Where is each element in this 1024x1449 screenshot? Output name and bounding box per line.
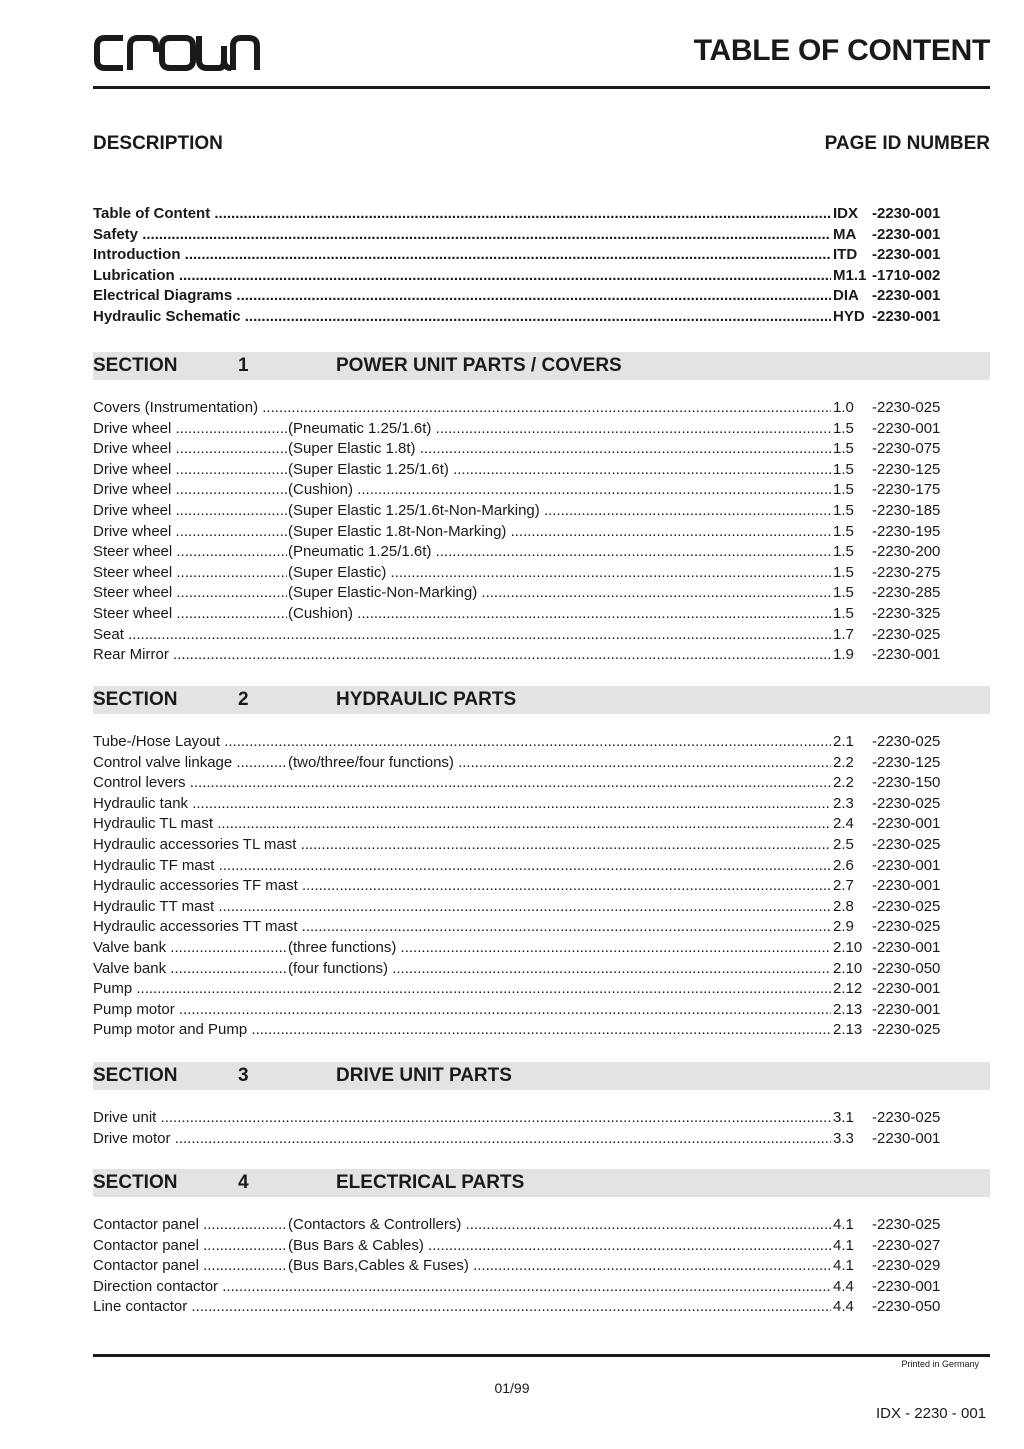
toc-row [93,645,990,666]
toc-ref: 2.2 [833,753,854,771]
toc-id: -2230-001 [872,815,941,833]
toc-ref: 1.5 [833,563,854,581]
toc-id: -2230-001 [872,307,941,325]
toc-label: Table of Content ..... [93,204,831,225]
toc-ref: 2.6 [833,856,854,874]
toc-label: Drive wheel ..... [93,522,287,543]
toc-label: Rear Mirror ..... [93,645,831,666]
toc-ref: 2.3 [833,794,854,812]
toc-id: -2230-325 [872,604,941,622]
toc-row [93,794,990,815]
toc-ref: IDX [833,205,859,222]
toc-variant: (two/three/four functions) ..... [288,753,831,774]
section-list [93,732,990,1041]
toc-row [93,625,990,646]
toc-label: Valve bank ..... [93,959,287,980]
toc-id: -2230-001 [872,1129,941,1147]
toc-label: Drive wheel ..... [93,419,287,440]
toc-ref: 2.4 [833,815,854,833]
toc-label: Hydraulic accessories TT mast ..... [93,917,831,938]
section-list [93,1215,990,1318]
toc-id: -2230-001 [872,980,941,998]
toc-row [93,266,990,287]
toc-label: Hydraulic TL mast ..... [93,814,831,835]
toc-ref: 2.7 [833,877,854,895]
toc-label: Electrical Diagrams ..... [93,286,831,307]
section-label: SECTION [93,689,178,710]
section-number: 3 [238,1065,249,1086]
toc-id: -2230-001 [872,646,941,664]
toc-row [93,1108,990,1129]
page-header [93,30,990,89]
toc-row [93,917,990,938]
toc-label: Hydraulic TF mast ..... [93,856,831,877]
section-label: SECTION [93,1172,178,1193]
toc-id: -2230-025 [872,794,941,812]
toc-row [93,856,990,877]
section-header [93,352,990,380]
toc-row [93,204,990,225]
page-id: IDX - 2230 - 001 [875,1405,986,1422]
toc-id: -2230-001 [872,205,941,222]
toc-id: -2230-125 [872,460,941,478]
toc-label: Steer wheel ..... [93,542,287,563]
section-header [93,1062,990,1090]
toc-ref: 2.13 [833,1000,863,1018]
toc-id: -2230-025 [872,897,941,915]
toc-label: Hydraulic tank ..... [93,794,831,815]
toc-row [93,979,990,1000]
toc-ref: 3.3 [833,1129,854,1147]
toc-row [93,876,990,897]
toc-row [93,225,990,246]
toc-row [93,286,990,307]
toc-row [93,1256,990,1277]
toc-row [93,542,990,563]
toc-id: -2230-150 [872,774,941,792]
toc-id: -2230-025 [872,1021,941,1039]
toc-id: -2230-027 [872,1236,941,1254]
toc-ref: 1.5 [833,440,854,458]
toc-row [93,814,990,835]
toc-variant: (Pneumatic 1.25/1.6t) ..... [288,419,831,440]
toc-variant: (Cushion) ..... [288,480,831,501]
toc-label: Hydraulic accessories TL mast ..... [93,835,831,856]
toc-id: -2230-075 [872,440,941,458]
toc-ref: 2.12 [833,980,863,998]
toc-label: Control valve linkage ..... [93,753,287,774]
toc-label: Drive motor ..... [93,1129,831,1150]
toc-label: Steer wheel ..... [93,583,287,604]
toc-row [93,604,990,625]
toc-label: Seat ..... [93,625,831,646]
toc-row [93,583,990,604]
footer-rule [93,1354,990,1357]
toc-ref: ITD [833,246,858,264]
toc-label: Drive wheel ..... [93,439,287,460]
toc-label: Direction contactor ..... [93,1277,831,1298]
toc-ref: 4.4 [833,1298,854,1316]
toc-label: Hydraulic accessories TF mast ..... [93,876,831,897]
toc-ref: 2.8 [833,897,854,915]
toc-row [93,480,990,501]
toc-ref: 1.5 [833,501,854,519]
toc-ref: 1.5 [833,604,854,622]
toc-label: Lubrication ..... [93,266,831,287]
toc-row [93,835,990,856]
page-date: 01/99 [494,1380,530,1396]
toc-id: -1710-002 [872,266,941,284]
toc-ref: 2.13 [833,1021,863,1039]
toc-id: -2230-025 [872,733,941,750]
toc-id: -2230-185 [872,501,941,519]
toc-variant: (Super Elastic 1.25/1.6t) ..... [288,460,831,481]
toc-variant: (Super Elastic 1.25/1.6t-Non-Marking) ..... [288,501,831,522]
toc-id: -2230-285 [872,584,941,602]
section-number: 1 [238,355,249,376]
toc-label: Control levers ..... [93,773,831,794]
section-header [93,686,990,714]
section-label: SECTION [93,1065,178,1086]
column-headings [93,133,990,157]
toc-id: -2230-001 [872,856,941,874]
toc-row [93,1020,990,1041]
toc-variant: (Super Elastic-Non-Marking) ..... [288,583,831,604]
toc-ref: 1.5 [833,543,854,561]
toc-row [93,897,990,918]
toc-variant: (Bus Bars,Cables & Fuses) ..... [288,1256,831,1277]
toc-row [93,460,990,481]
toc-ref: 1.5 [833,460,854,478]
toc-row [93,773,990,794]
toc-id: -2230-025 [872,1109,941,1126]
toc-row [93,1236,990,1257]
section-title: POWER UNIT PARTS / COVERS [336,355,622,376]
toc-ref: 3.1 [833,1109,854,1126]
toc-label: Drive unit ..... [93,1108,831,1129]
toc-label: Hydraulic Schematic ..... [93,307,831,328]
page-title: TABLE OF CONTENT [693,34,990,67]
toc-id: -2230-025 [872,625,941,643]
toc-label: Drive wheel ..... [93,480,287,501]
toc-label: Contactor panel ..... [93,1215,287,1236]
toc-ref: 2.1 [833,733,854,750]
toc-ref: 4.1 [833,1236,854,1254]
toc-row [93,1277,990,1298]
toc-id: -2230-001 [872,246,941,264]
toc-id: -2230-001 [872,1000,941,1018]
toc-row [93,959,990,980]
toc-row [93,938,990,959]
section-title: ELECTRICAL PARTS [336,1172,525,1193]
toc-id: -2230-001 [872,938,941,956]
toc-id: -2230-125 [872,753,941,771]
toc-label: Contactor panel ..... [93,1236,287,1257]
section-number: 2 [238,689,249,710]
toc-ref: DIA [833,287,859,305]
page-id-heading: PAGE ID NUMBER [824,133,990,154]
toc-label: Hydraulic TT mast ..... [93,897,831,918]
index-list [93,204,990,328]
toc-id: -2230-001 [872,1277,941,1295]
toc-id: -2230-001 [872,225,941,243]
toc-label: Steer wheel ..... [93,604,287,625]
toc-ref: 1.9 [833,646,854,664]
toc-label: Contactor panel ..... [93,1256,287,1277]
toc-id: -2230-001 [872,419,941,437]
toc-ref: 2.2 [833,774,854,792]
toc-label: Covers (Instrumentation) ..... [93,398,831,419]
section-title: DRIVE UNIT PARTS [336,1065,512,1086]
toc-ref: 4.4 [833,1277,854,1295]
toc-label: Safety ..... [93,225,831,246]
toc-ref: 2.9 [833,918,854,936]
section-title: HYDRAULIC PARTS [336,689,517,710]
toc-id: -2230-275 [872,563,941,581]
toc-id: -2230-025 [872,1216,941,1233]
toc-ref: 1.5 [833,522,854,540]
toc-row [93,307,990,328]
toc-ref: 2.10 [833,938,863,956]
toc-ref: HYD [833,307,865,325]
toc-variant: (Bus Bars & Cables) ..... [288,1236,831,1257]
toc-id: -2230-050 [872,959,941,977]
toc-row [93,1297,990,1318]
toc-ref: 1.5 [833,419,854,437]
toc-row [93,245,990,266]
toc-id: -2230-175 [872,481,941,499]
toc-ref: MA [833,225,857,243]
toc-label: Introduction ..... [93,245,831,266]
description-heading: DESCRIPTION [93,133,223,154]
toc-row [93,1000,990,1021]
toc-variant: (Super Elastic) ..... [288,563,831,584]
toc-row [93,732,990,753]
toc-row [93,1215,990,1236]
toc-ref: 2.10 [833,959,863,977]
section-header [93,1169,990,1197]
toc-ref: 1.5 [833,584,854,602]
toc-ref: M1.1 [833,266,867,284]
printed-note: Printed in Germany [901,1359,979,1369]
section-label: SECTION [93,355,178,376]
toc-ref: 2.5 [833,835,854,853]
toc-label: Tube-/Hose Layout ..... [93,732,831,753]
toc-variant: (four functions) ..... [288,959,831,980]
toc-id: -2230-001 [872,877,941,895]
crown-logo [93,32,261,74]
toc-label: Pump motor and Pump ..... [93,1020,831,1041]
toc-ref: 1.0 [833,399,854,416]
toc-variant: (Super Elastic 1.8t-Non-Marking) ..... [288,522,831,543]
section-list [93,398,990,666]
toc-row [93,501,990,522]
toc-label: Valve bank ..... [93,938,287,959]
toc-ref: 4.1 [833,1257,854,1275]
toc-ref: 4.1 [833,1216,854,1233]
toc-id: -2230-001 [872,287,941,305]
section-list [93,1108,990,1149]
toc-label: Line contactor ..... [93,1297,831,1318]
toc-row [93,419,990,440]
toc-id: -2230-025 [872,918,941,936]
toc-id: -2230-050 [872,1298,941,1316]
toc-row [93,753,990,774]
toc-variant: (Contactors & Controllers) ..... [288,1215,831,1236]
toc-label: Drive wheel ..... [93,501,287,522]
section-number: 4 [238,1172,249,1193]
toc-row [93,439,990,460]
toc-label: Pump ..... [93,979,831,1000]
toc-variant: (Pneumatic 1.25/1.6t) ..... [288,542,831,563]
toc-row [93,563,990,584]
toc-label: Steer wheel ..... [93,563,287,584]
toc-id: -2230-025 [872,399,941,416]
toc-id: -2230-195 [872,522,941,540]
toc-variant: (three functions) ..... [288,938,831,959]
toc-row [93,522,990,543]
toc-id: -2230-025 [872,835,941,853]
toc-ref: 1.5 [833,481,854,499]
toc-id: -2230-029 [872,1257,941,1275]
toc-row [93,398,990,419]
toc-id: -2230-200 [872,543,941,561]
toc-row [93,1129,990,1150]
toc-variant: (Super Elastic 1.8t) ..... [288,439,831,460]
toc-ref: 1.7 [833,625,854,643]
toc-label: Pump motor ..... [93,1000,831,1021]
toc-label: Drive wheel ..... [93,460,287,481]
toc-variant: (Cushion) ..... [288,604,831,625]
